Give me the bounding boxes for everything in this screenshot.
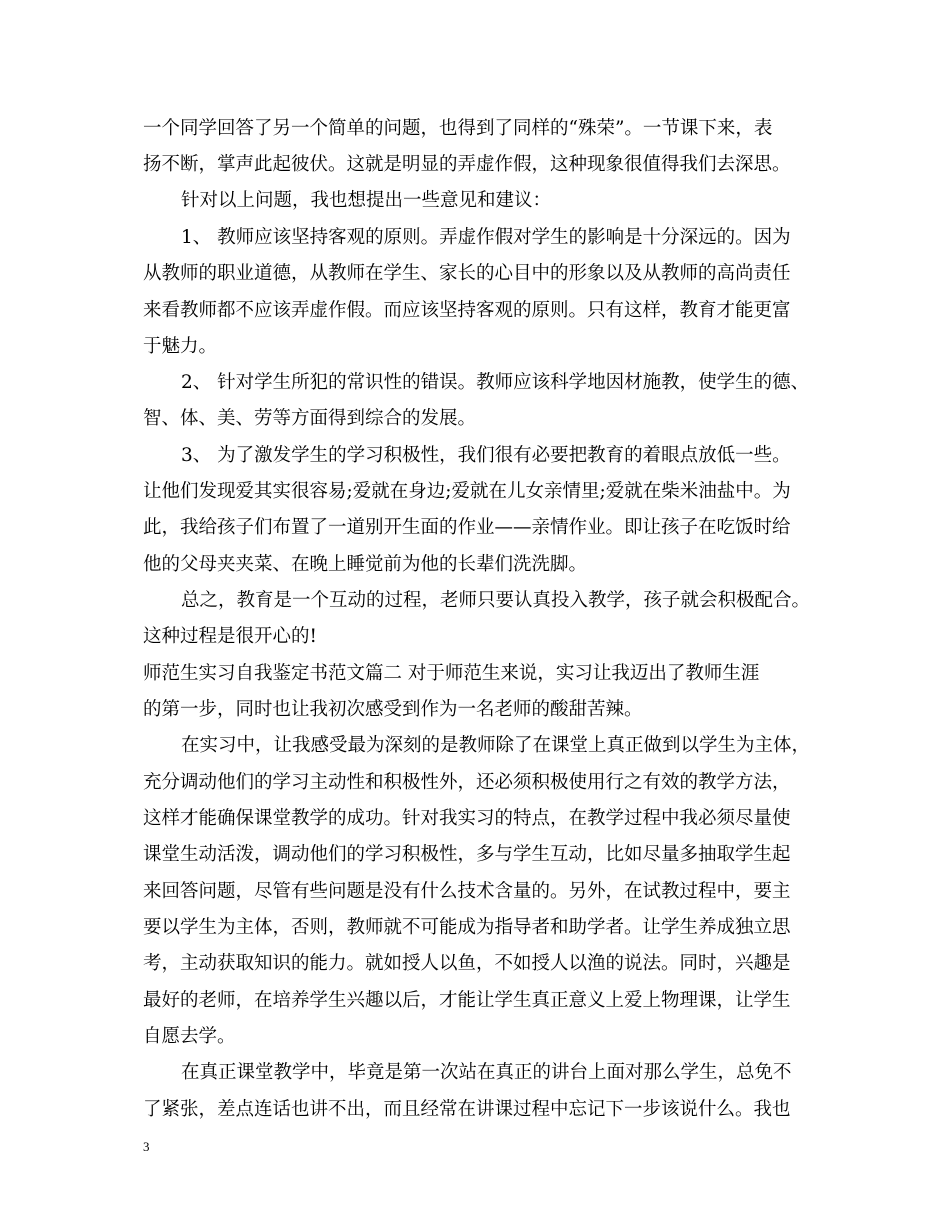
text-line: 来回答问题，尽管有些问题是没有什么技术含量的。另外，在试教过程中，要主 [143,881,791,902]
text-line: 从教师的职业道德，从教师在学生、家长的心目中的形象以及从教师的高尚责任 [143,263,791,284]
text-line: 一个同学回答了另一个简单的问题，也得到了同样的“殊荣”。一节课下来，表 [143,118,773,139]
text-line: 要以学生为主体，否则，教师就不可能成为指导者和助学者。让学生养成独立思 [143,917,791,938]
text-line: 让他们发现爱其实很容易;爱就在身边;爱就在儿女亲情里;爱就在柴米油盐中。为 [143,481,791,502]
text-line: 最好的老师，在培养学生兴趣以后，才能让学生真正意义上爱上物理课，让学生 [143,990,791,1011]
text-line: 针对以上问题，我也想提出一些意见和建议： [181,190,552,211]
text-line: 3、 为了激发学生的学习积极性，我们很有必要把教育的着眼点放低一些。 [181,445,791,466]
text-line: 充分调动他们的学习主动性和积极性外，还必须积极使用行之有效的教学方法， [143,772,791,793]
text-line: 课堂生动活泼，调动他们的学习积极性，多与学生互动，比如尽量多抽取学生起 [143,844,791,865]
section-heading-line: 师范生实习自我鉴定书范文篇二 对于师范生来说，实习让我迈出了教师生涯 [143,663,760,684]
text-line: 考，主动获取知识的能力。就如授人以鱼，不如授人以渔的说法。同时，兴趣是 [143,953,791,974]
text-line: 这样才能确保课堂教学的成功。针对我实习的特点，在教学过程中我必须尽量使 [143,808,791,829]
text-line: 2、 针对学生所犯的常识性的错误。教师应该科学地因材施教，使学生的德、 [181,372,810,393]
text-line: 此，我给孩子们布置了一道别开生面的作业——亲情作业。即让孩子在吃饭时给 [143,517,791,538]
text-line: 的第一步，同时也让我初次感受到作为一名老师的酸甜苦辣。 [143,699,643,720]
text-line: 总之，教育是一个互动的过程，老师只要认真投入教学，孩子就会积极配合。 [181,590,811,611]
text-line: 了紧张，差点连话也讲不出，而且经常在讲课过程中忘记下一步该说什么。我也 [143,1099,791,1120]
text-line: 扬不断，掌声此起彼伏。这就是明显的弄虚作假，这种现象很值得我们去深思。 [143,154,791,175]
text-line: 1、 教师应该坚持客观的原则。弄虚作假对学生的影响是十分深远的。因为 [181,227,791,248]
text-line: 于魅力。 [143,336,218,357]
text-line: 在实习中，让我感受最为深刻的是教师除了在课堂上真正做到以学生为主体， [181,735,811,756]
text-line: 这种过程是很开心的! [143,626,317,647]
text-line: 来看教师都不应该弄虚作假。而应该坚持客观的原则。只有这样，教育才能更富 [143,300,791,321]
text-line: 自愿去学。 [143,1026,236,1047]
page-number: 3 [143,1139,150,1154]
text-line: 他的父母夹夹菜、在晚上睡觉前为他的长辈们洗洗脚。 [143,554,588,575]
text-line: 智、体、美、劳等方面得到综合的发展。 [143,408,477,429]
text-line: 在真正课堂教学中，毕竟是第一次站在真正的讲台上面对那么学生，总免不 [181,1062,792,1083]
